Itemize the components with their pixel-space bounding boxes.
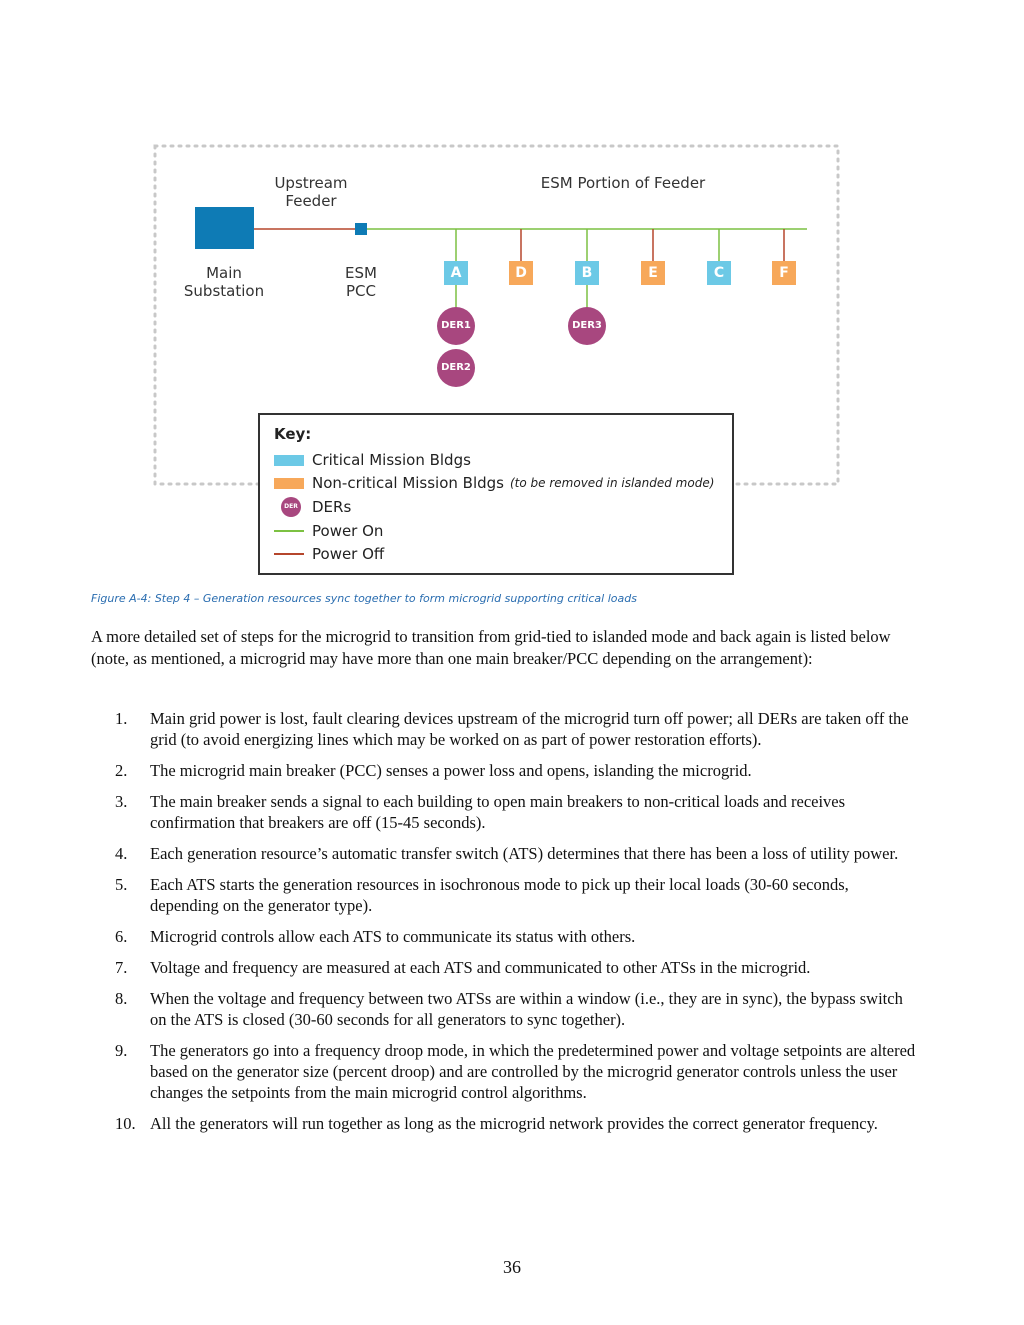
legend-power-off-label: Power Off xyxy=(312,545,385,563)
der-symbol: DER xyxy=(281,497,301,517)
step-text: Each ATS starts the generation resources in isochronous mode to pick up their local loads (30-60 seconds, depending on the generator type). xyxy=(150,875,849,915)
step-number: 1. xyxy=(115,709,128,728)
building-a: A xyxy=(444,261,468,285)
esm-pcc-label: ESM PCC xyxy=(345,264,377,300)
step-text: The generators go into a frequency droop mode, in which the predetermined power and voltage setpoints are altered based on the generator size (percent droop) and are controlled by the microgrid generator controls unless the user changes the setpoints from the main microgrid control algorithms. xyxy=(150,1041,916,1102)
critical-swatch xyxy=(274,455,304,466)
legend-power-on xyxy=(274,521,383,541)
step-number: 6. xyxy=(115,927,128,946)
intro-paragraph: A more detailed set of steps for the microgrid to transition from grid-tied to islanded mode and back again is listed below (note, as mentioned, a microgrid may have more than one main breaker/PCC depending on the arrangement): xyxy=(91,627,891,668)
legend-title: Key: xyxy=(274,425,312,443)
list-item xyxy=(91,957,921,978)
legend-critical-label: Critical Mission Bldgs xyxy=(312,451,471,469)
der1: DER1 xyxy=(437,307,475,345)
list-item xyxy=(91,760,921,781)
main-substation-label: Main Substation xyxy=(183,264,265,300)
figure-caption: Figure A-4: Step 4 – Generation resources sync together to form microgrid supporting critical loads xyxy=(91,592,637,605)
step-text: Voltage and frequency are measured at each ATS and communicated to other ATSs in the microgrid. xyxy=(150,958,811,977)
step-number: 5. xyxy=(115,875,128,894)
power-off-line xyxy=(274,553,304,555)
building-e: E xyxy=(641,261,665,285)
step-text: The microgrid main breaker (PCC) senses a power loss and opens, islanding the microgrid. xyxy=(150,761,752,780)
esm-portion-label: ESM Portion of Feeder xyxy=(540,174,706,192)
page-number: 36 xyxy=(503,1257,521,1277)
legend-non-critical-note: (to be removed in islanded mode) xyxy=(510,476,715,490)
power-on-line xyxy=(274,530,304,532)
legend-power-on-label: Power On xyxy=(312,522,384,540)
building-b: B xyxy=(575,261,599,285)
der2: DER2 xyxy=(437,349,475,387)
legend-non-critical xyxy=(274,473,714,493)
step-number: 2. xyxy=(115,761,128,780)
list-item xyxy=(91,843,921,864)
list-item xyxy=(91,926,921,947)
esm-pcc-breaker xyxy=(355,223,367,235)
step-number: 7. xyxy=(115,958,128,977)
list-item xyxy=(91,874,921,916)
step-text: All the generators will run together as long as the microgrid network provides the correct generator frequency. xyxy=(150,1114,878,1133)
list-item xyxy=(91,791,921,833)
legend-der-label: DERs xyxy=(312,498,352,516)
step-text: The main breaker sends a signal to each building to open main breakers to non-critical loads and receives confirmation that breakers are off (15-45 seconds). xyxy=(150,792,846,832)
legend-non-critical-label: Non-critical Mission Bldgs xyxy=(312,474,504,492)
list-item xyxy=(91,988,921,1030)
list-item xyxy=(91,708,921,750)
step-number: 3. xyxy=(115,792,128,811)
step-text: Each generation resource’s automatic transfer switch (ATS) determines that there has been a loss of utility power. xyxy=(150,844,899,863)
step-number: 4. xyxy=(115,844,128,863)
main-substation-block xyxy=(195,207,254,249)
step-number: 9. xyxy=(115,1041,128,1060)
building-f: F xyxy=(772,261,796,285)
legend-power-off xyxy=(274,544,384,564)
list-item xyxy=(91,1040,921,1103)
step-text: When the voltage and frequency between two ATSs are within a window (i.e., they are in sync), the bypass switch on the ATS is closed (30-60 seconds for all generators to sync together). xyxy=(150,989,903,1029)
legend-der xyxy=(274,497,351,517)
steps-list xyxy=(91,708,921,1144)
building-d: D xyxy=(509,261,533,285)
step-text: Main grid power is lost, fault clearing devices upstream of the microgrid turn off power; all DERs are taken off the grid (to avoid energizing lines which may be worked on as part of power restoration efforts). xyxy=(150,709,909,749)
upstream-feeder-label: Upstream Feeder xyxy=(274,174,348,210)
legend-critical xyxy=(274,450,471,470)
der3: DER3 xyxy=(568,307,606,345)
building-c: C xyxy=(707,261,731,285)
step-text: Microgrid controls allow each ATS to communicate its status with others. xyxy=(150,927,636,946)
microgrid-diagram xyxy=(0,0,1024,600)
non-critical-swatch xyxy=(274,478,304,489)
step-number: 10. xyxy=(115,1114,136,1133)
legend-box xyxy=(258,413,734,575)
step-number: 8. xyxy=(115,989,128,1008)
list-item xyxy=(91,1113,921,1134)
